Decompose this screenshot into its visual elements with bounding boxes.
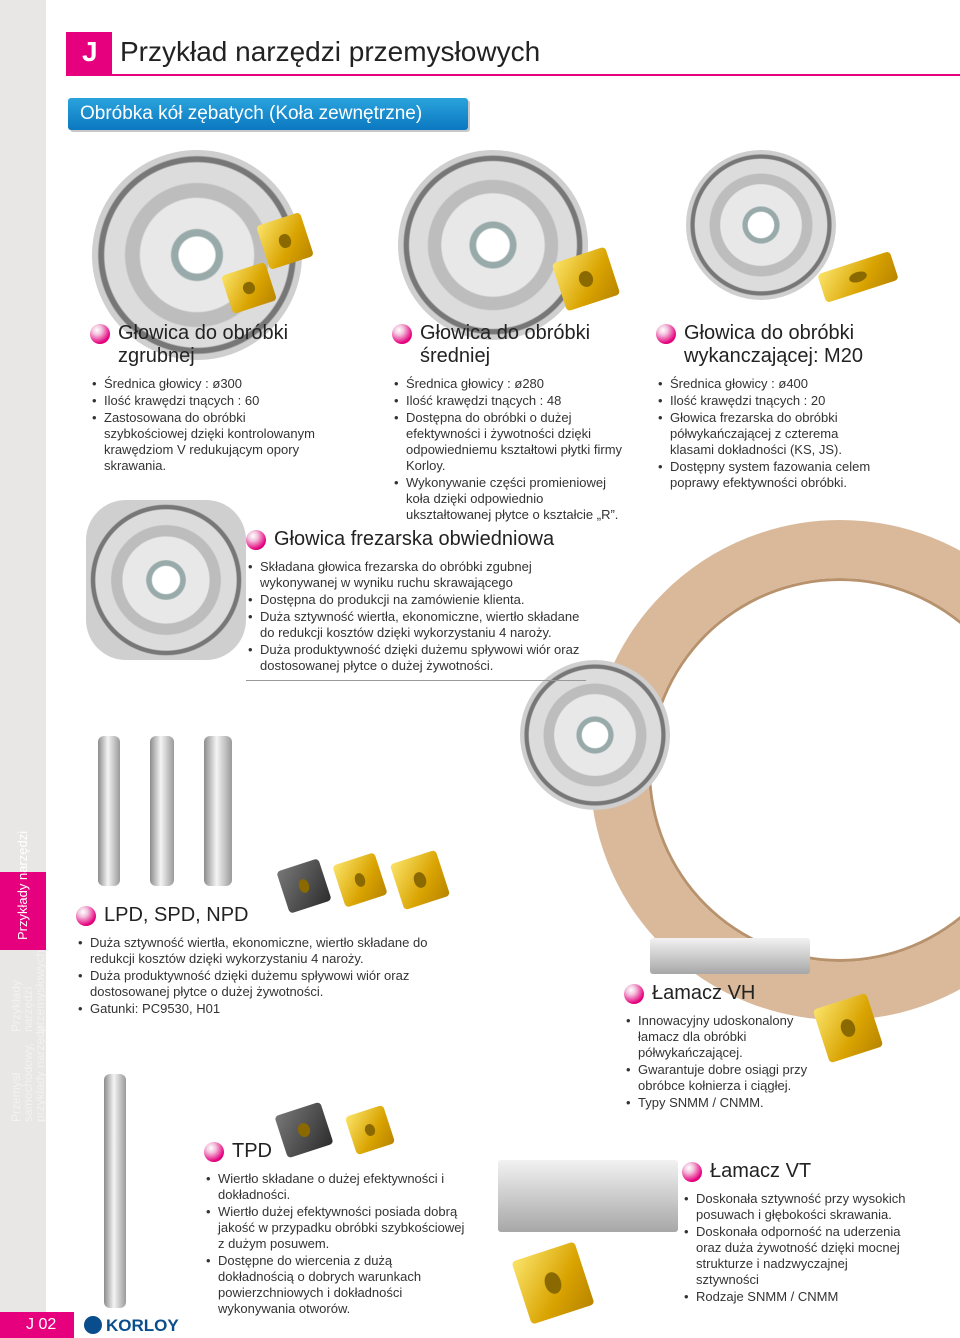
sidebar-tab-industrial[interactable]: Przykłady narzędzi przemysłowych xyxy=(9,949,47,1032)
bullet-sphere-icon xyxy=(624,984,644,1004)
section-title: Łamacz VH xyxy=(624,982,814,1005)
medium-cutter-image xyxy=(398,150,588,340)
bullet-sphere-icon xyxy=(682,1162,702,1182)
list-item: • Doskonała odporność na uderzenia oraz duża żywotność dzięki mocnej strukturze i nadzwyczajnej sztywności xyxy=(682,1224,914,1288)
list-item: • Średnica głowicy : ø300 xyxy=(90,376,330,392)
list-item: • Dostępna do obróbki o dużej efektywności i żywotności dzięki odpowiedniemu kształtowi płytki firmy Korloy. xyxy=(392,410,624,474)
section-title: TPD xyxy=(204,1140,466,1163)
section-breaker-vt xyxy=(682,1160,914,1306)
bullet-sphere-icon xyxy=(246,530,266,550)
sidebar-tab-automotive[interactable]: Przemysł samochodowy, przykłady narzędzi xyxy=(9,1022,47,1122)
list-item: • Duża sztywność wiertła, ekonomiczne, wiertło składane do redukcji kosztów dzięki wykorzystaniu 4 naroży. xyxy=(76,935,440,967)
list-item: • Gatunki: PC9530, H01 xyxy=(76,1001,440,1017)
drill-insert-image xyxy=(390,850,450,910)
list-item: • Duża sztywność wiertła, ekonomiczne, wiertło składane do redukcji kosztów dzięki wykorzystaniu 4 naroży. xyxy=(246,609,586,641)
header-divider xyxy=(66,74,960,76)
bullet-sphere-icon xyxy=(76,906,96,926)
list-item: • Wiertło składane o dużej efektywności i dokładności. xyxy=(204,1171,466,1203)
lpd-drill-image xyxy=(98,736,120,886)
gear-cutter-image xyxy=(520,660,670,810)
list-item: • Głowica frezarska do obróbki półwykańczającej z czterema klasami dokładności (KS, JS). xyxy=(656,410,886,458)
section-title: Głowica do obróbki zgrubnej xyxy=(90,322,330,368)
page-number: J 02 xyxy=(0,1312,74,1338)
page-title: Przykład narzędzi przemysłowych xyxy=(120,36,541,67)
section-tpd xyxy=(204,1140,466,1318)
bullet-sphere-icon xyxy=(392,324,412,344)
list-item: • Dostępna do produkcji na zamówienie klienta. xyxy=(246,592,586,608)
list-item: • Ilość krawędzi tnących : 20 xyxy=(656,393,886,409)
korloy-logo-icon xyxy=(84,1316,102,1334)
bullet-sphere-icon xyxy=(656,324,676,344)
section-rough-cutter xyxy=(90,322,330,475)
list-item: • Gwarantuje dobre osiągi przy obróbce kołnierza i ciągłej. xyxy=(624,1062,814,1094)
tpd-drill-image xyxy=(104,1074,126,1308)
list-item: • Wiertło dużej efektywności posiada dobrą jakość w przypadku obróbki szybkościowej z dużym posuwem. xyxy=(204,1204,466,1252)
section-letter: J xyxy=(66,32,112,74)
list-item: • Innowacyjny udoskonalony łamacz dla obróbki półwykańczającej. xyxy=(624,1013,814,1061)
vt-holder-image xyxy=(498,1160,678,1232)
npd-drill-image xyxy=(204,736,232,886)
list-item: • Składana głowica frezarska do obróbki zgubnej wykonywanej w wyniku ruchu skrawającego xyxy=(246,559,586,591)
sidebar xyxy=(0,0,46,1338)
list-item: • Duża produktywność dzięki dużemu spływowi wiór oraz dostosowanej płytce o dużej żywotności. xyxy=(246,642,586,674)
section-title: Łamacz VT xyxy=(682,1160,914,1183)
hob-cutter-image xyxy=(86,500,246,660)
drill-insert-image xyxy=(332,852,387,907)
list-item: • Wykonywanie części promieniowej koła dzięki odpowiednio ukształtowanej płytce o kształcie „R”. xyxy=(392,475,624,523)
section-divider xyxy=(246,680,586,681)
finishing-cutter-image xyxy=(686,150,836,300)
list-item: • Duża produktywność dzięki dużemu spływowi wiór oraz dostosowanej płytce o dużej żywotności. xyxy=(76,968,440,1000)
section-medium-cutter xyxy=(392,322,624,524)
section-finishing-cutter xyxy=(656,322,886,492)
vt-insert-image xyxy=(511,1241,594,1324)
section-banner: Obróbka kół zębatych (Koła zewnętrzne) xyxy=(68,98,468,130)
bullet-sphere-icon xyxy=(90,324,110,344)
section-title: LPD, SPD, NPD xyxy=(76,904,440,927)
list-item: • Typy SNMM / CNMM. xyxy=(624,1095,814,1111)
section-title: Głowica do obróbki wykanczającej: M20 xyxy=(656,322,886,368)
brand-logo xyxy=(84,1316,179,1336)
section-title: Głowica do obróbki średniej xyxy=(392,322,624,368)
section-breaker-vh xyxy=(624,982,814,1112)
section-lpd xyxy=(76,904,440,1018)
spd-drill-image xyxy=(150,736,174,886)
list-item: • Doskonała sztywność przy wysokich posuwach i głębokości skrawania. xyxy=(682,1191,914,1223)
sidebar-tab-tools[interactable]: Przykłady narzędzi xyxy=(15,830,30,940)
list-item: • Rodzaje SNMM / CNMM xyxy=(682,1289,914,1305)
bullet-sphere-icon xyxy=(204,1142,224,1162)
insert-image xyxy=(817,251,899,303)
list-item: • Dostępne do wiercenia z dużą dokładnością o dobrych warunkach powierzchniowych i dokładności wykonywania otworów. xyxy=(204,1253,466,1317)
list-item: • Średnica głowicy : ø400 xyxy=(656,376,886,392)
section-hob-cutter xyxy=(246,528,586,681)
list-item: • Ilość krawędzi tnących : 60 xyxy=(90,393,330,409)
section-title: Głowica frezarska obwiedniowa xyxy=(246,528,586,551)
brand-name: KORLOY xyxy=(106,1316,179,1335)
list-item: • Dostępny system fazowania celem poprawy efektywności obróbki. xyxy=(656,459,886,491)
list-item: • Ilość krawędzi tnących : 48 xyxy=(392,393,624,409)
vh-holder-image xyxy=(650,938,810,974)
list-item: • Średnica głowicy : ø280 xyxy=(392,376,624,392)
list-item: • Zastosowana do obróbki szybkościowej dzięki kontrolowanym krawędziom V redukującym opory skrawania. xyxy=(90,410,330,474)
